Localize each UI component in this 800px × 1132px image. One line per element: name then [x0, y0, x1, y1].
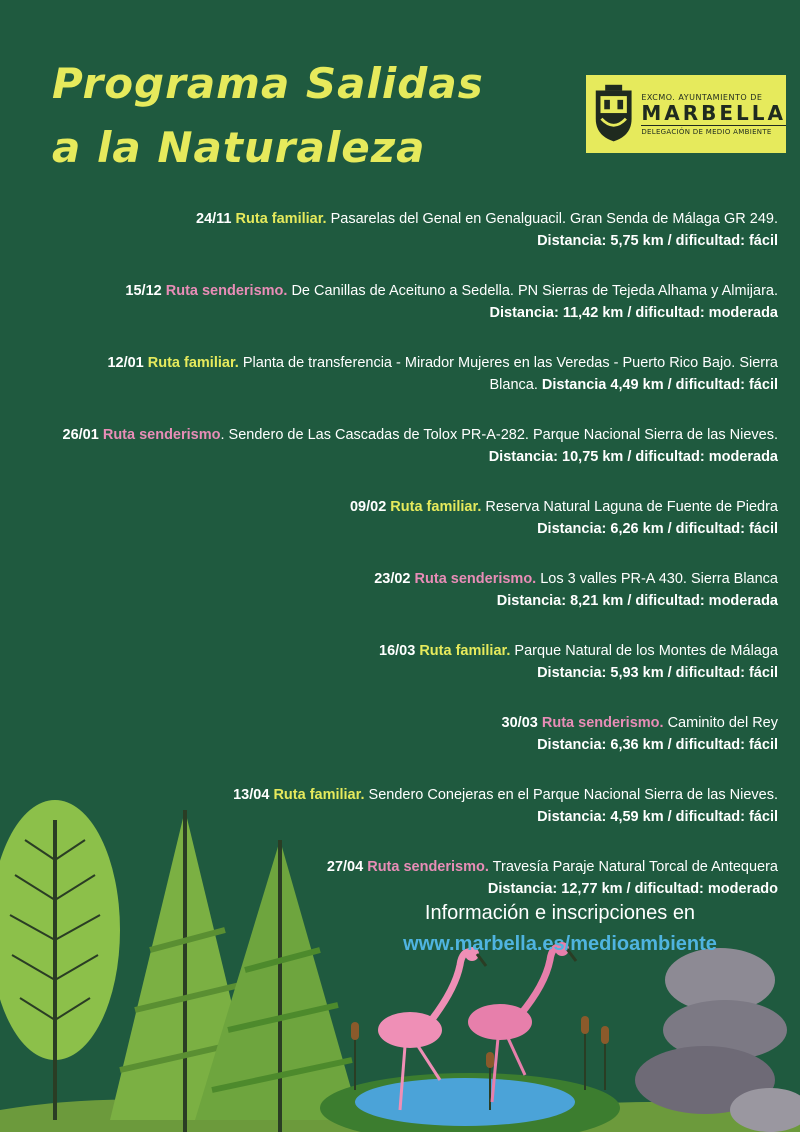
route-meta: Distancia 4,49 km / dificultad: fácil	[541, 377, 778, 393]
route-type: Ruta familiar.	[390, 499, 482, 515]
pond-icon	[320, 1073, 620, 1132]
route-type: Ruta senderismo	[102, 427, 221, 443]
page-title	[52, 52, 522, 180]
route-description: De Canillas de Aceituno a Sedella. PN Sierras de Tejeda Alhama y Almijara.	[291, 283, 778, 299]
route-type: Ruta familiar.	[235, 211, 327, 227]
route-item	[60, 712, 778, 756]
route-item	[60, 280, 778, 324]
route-date: 13/04	[233, 787, 270, 803]
route-description: Sendero Conejeras en el Parque Nacional Sierra de las Nieves.	[368, 787, 778, 803]
route-description: Reserva Natural Laguna de Fuente de Piedra	[485, 499, 778, 515]
route-date: 09/02	[349, 499, 387, 515]
coat-of-arms-icon	[592, 83, 635, 145]
route-description: Pasarelas del Genal en Genalguacil. Gran Senda de Málaga GR 249.	[330, 211, 778, 227]
route-date: 24/11	[196, 211, 232, 227]
route-date: 23/02	[374, 571, 411, 587]
route-meta: Distancia: 10,75 km / dificultad: moderada	[488, 449, 778, 465]
title-line-2: a la Naturaleza	[52, 123, 426, 172]
route-meta: Distancia: 11,42 km / dificultad: moderada	[489, 305, 778, 321]
route-item	[60, 208, 778, 252]
route-meta: Distancia: 12,77 km / dificultad: moderado	[487, 881, 778, 897]
route-item	[60, 496, 778, 540]
info-text: Información e inscripciones en	[424, 902, 696, 924]
route-type: Ruta senderismo.	[367, 859, 489, 875]
route-type: Ruta familiar.	[147, 355, 239, 371]
info-section	[340, 902, 780, 956]
route-meta: Distancia: 8,21 km / dificultad: moderada	[496, 593, 778, 609]
logo-line-1: EXCMO. AYUNTAMIENTO DE	[641, 92, 763, 102]
route-type: Ruta senderismo.	[165, 283, 288, 299]
route-date: 12/01	[107, 355, 144, 371]
route-description: . Sendero de Las Cascadas de Tolox PR-A-282. Parque Nacional Sierra de las Nieves.	[220, 427, 778, 443]
route-description: Travesía Paraje Natural Torcal de Antequera	[492, 859, 778, 875]
route-date: 15/12	[125, 283, 162, 299]
logo-line-2: MARBELLA	[641, 100, 786, 125]
marbella-logo	[586, 75, 786, 153]
rocks-icon	[635, 948, 800, 1132]
route-date: 27/04	[326, 859, 364, 875]
route-description: Planta de transferencia - Mirador Mujeres en las Veredas - Puerto Rico Bajo. Sierra Blanca.	[242, 355, 778, 393]
title-line-1: Programa Salidas	[52, 59, 484, 108]
route-date: 26/01	[62, 427, 99, 443]
route-meta: Distancia: 5,75 km / dificultad: fácil	[537, 233, 778, 249]
route-type: Ruta familiar.	[419, 643, 511, 659]
route-meta: Distancia: 6,36 km / dificultad: fácil	[537, 737, 778, 753]
route-meta: Distancia: 5,93 km / dificultad: fácil	[537, 665, 778, 681]
route-description: Los 3 valles PR-A 430. Sierra Blanca	[540, 571, 778, 587]
route-date: 16/03	[379, 643, 416, 659]
website-link[interactable]: www.marbella.es/medioambiente	[403, 933, 717, 955]
nature-illustration	[0, 790, 800, 1132]
route-item	[60, 424, 778, 468]
route-item	[60, 568, 778, 612]
route-meta: Distancia: 4,59 km / dificultad: fácil	[537, 809, 778, 825]
logo-line-3: DELEGACIÓN DE MEDIO AMBIENTE	[641, 125, 786, 136]
round-tree-icon	[0, 800, 120, 1120]
route-type: Ruta senderismo.	[414, 571, 537, 587]
route-type: Ruta familiar.	[273, 787, 365, 803]
route-description: Parque Natural de los Montes de Málaga	[514, 643, 778, 659]
route-type: Ruta senderismo.	[541, 715, 664, 731]
route-item	[60, 640, 778, 684]
route-meta: Distancia: 6,26 km / dificultad: fácil	[537, 521, 778, 537]
route-description: Caminito del Rey	[667, 715, 778, 731]
route-item	[60, 352, 778, 396]
route-date: 30/03	[501, 715, 538, 731]
